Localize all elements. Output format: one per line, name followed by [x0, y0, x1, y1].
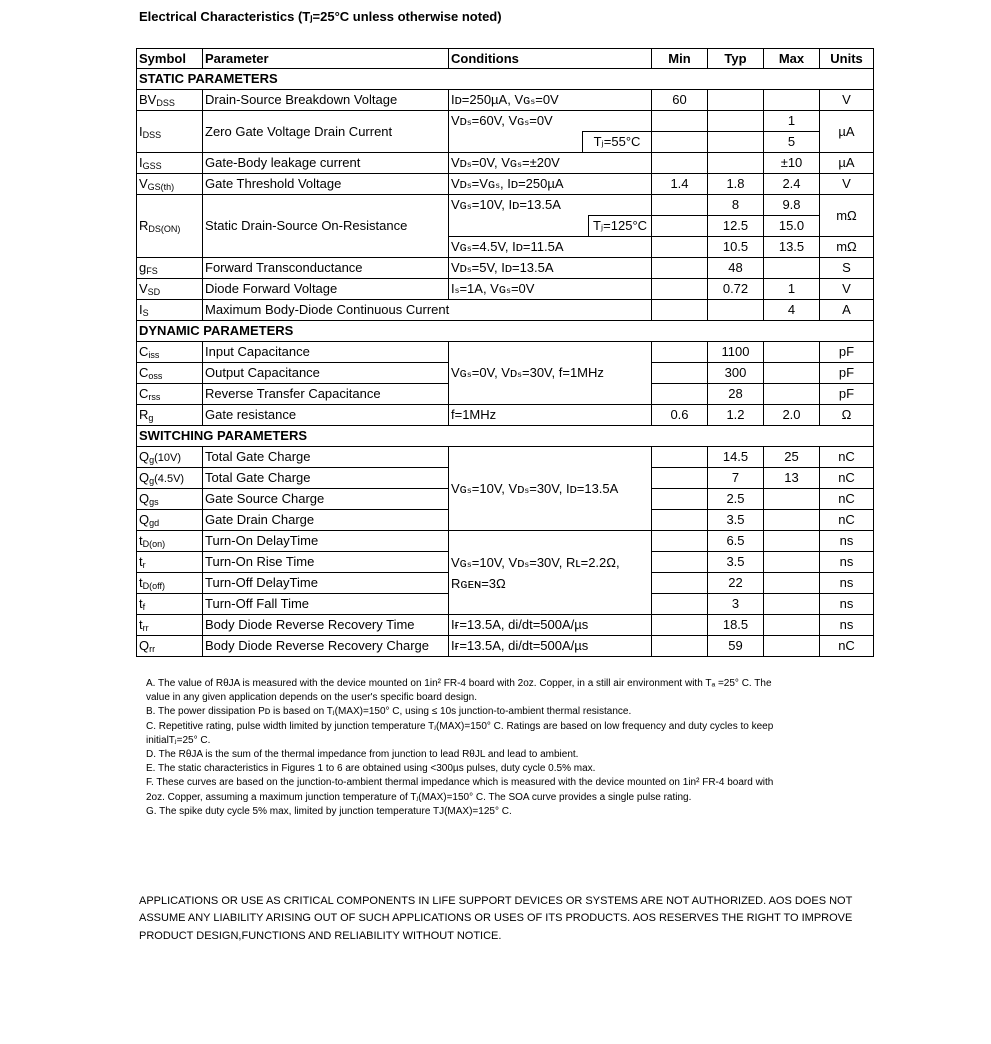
table-row [137, 279, 874, 300]
unit-cell: ns [820, 531, 874, 552]
disclaimer-line1: APPLICATIONS OR USE AS CRITICAL COMPONENTS IN LIFE SUPPORT DEVICES OR SYSTEMS ARE NOT AUTHORIZED. AOS DOES NOT [139, 895, 853, 907]
footnote-f-line1: F. These curves are based on the junction-to-ambient thermal impedance which is measured with the device mounted on 1in² FR-4 board with [146, 777, 774, 789]
table-row [137, 174, 874, 195]
condition-cell: Iғ=13.5A, di/dt=500A/µs [449, 636, 652, 657]
footnote-e: E. The static characteristics in Figures 1 to 6 are obtained using <300µs pulses, duty cycle 0.5% max. [146, 763, 596, 775]
symbol-cell: $Q_g(10V)$ [137, 447, 203, 468]
parameter-cell: Zero Gate Voltage Drain Current [203, 111, 449, 153]
parameter-cell: Body Diode Reverse Recovery Charge [203, 636, 449, 657]
symbol-cell: $C_{oss}$ [137, 363, 203, 384]
max-cell [764, 615, 820, 636]
condition-cell: f=1MHz [449, 405, 652, 426]
footnote-a-line2: value in any given application depends on the user's specific board design. [146, 692, 478, 704]
min-cell [652, 195, 708, 216]
header-symbol: Symbol [137, 49, 203, 69]
symbol-cell: $t_r$ [137, 552, 203, 573]
table-row [137, 405, 874, 426]
table-row [137, 531, 874, 552]
typ-cell: 18.5 [708, 615, 764, 636]
min-cell [652, 111, 708, 132]
symbol-cell: $R_{DS(ON)}$ [137, 195, 203, 258]
typ-cell: 59 [708, 636, 764, 657]
parameter-cell: Total Gate Charge [203, 447, 449, 468]
max-cell [764, 342, 820, 363]
unit-cell: ns [820, 552, 874, 573]
typ-cell: 0.72 [708, 279, 764, 300]
typ-cell: 1100 [708, 342, 764, 363]
typ-cell: 3.5 [708, 552, 764, 573]
min-cell [652, 384, 708, 405]
parameter-cell: Forward Transconductance [203, 258, 449, 279]
switching-condition-line2: Rɢᴇɴ=3Ω [451, 575, 506, 591]
footnote-b: B. The power dissipation Pᴅ is based on Tⱼ(MAX)=150° C, using ≤ 10s junction-to-ambient thermal resistance. [146, 706, 632, 718]
typ-cell: 12.5 [708, 216, 764, 237]
parameter-cell: Drain-Source Breakdown Voltage [203, 90, 449, 111]
parameter-cell: Output Capacitance [203, 363, 449, 384]
header-conditions: Conditions [449, 49, 652, 69]
min-cell [652, 216, 708, 237]
header-min: Min [652, 49, 708, 69]
parameter-cell: Total Gate Charge [203, 468, 449, 489]
table-row [137, 195, 874, 216]
parameter-cell: Gate Source Charge [203, 489, 449, 510]
unit-cell: ns [820, 594, 874, 615]
max-cell [764, 594, 820, 615]
parameter-cell: Gate Threshold Voltage [203, 174, 449, 195]
typ-cell: 300 [708, 363, 764, 384]
table-row [137, 615, 874, 636]
condition-cell: Vᴅₛ=5V, Iᴅ=13.5A [449, 258, 652, 279]
symbol-cell: $Q_{gs}$ [137, 489, 203, 510]
header-max: Max [764, 49, 820, 69]
parameter-cell: Reverse Transfer Capacitance [203, 384, 449, 405]
symbol-cell: $V_{GS(th)}$ [137, 174, 203, 195]
table-row [137, 153, 874, 174]
max-cell: 2.4 [764, 174, 820, 195]
condition-cell: Iᴅ=250µA, Vɢₛ=0V [449, 90, 652, 111]
disclaimer-line3: PRODUCT DESIGN,FUNCTIONS AND RELIABILITY WITHOUT NOTICE. [139, 929, 502, 942]
footnote-c-line1: C. Repetitive rating, pulse width limited by junction temperature Tⱼ(MAX)=150° C. Ratings are based on low frequency and duty cycles to keep [146, 720, 774, 732]
condition-temperature: Tⱼ=55°C [582, 131, 651, 152]
max-cell [764, 384, 820, 405]
table-row [137, 636, 874, 657]
unit-cell: µA [820, 153, 874, 174]
max-cell: 2.0 [764, 405, 820, 426]
symbol-cell: $t_{D(on)}$ [137, 531, 203, 552]
symbol-cell: $C_{rss}$ [137, 384, 203, 405]
parameter-cell: Gate resistance [203, 405, 449, 426]
unit-cell: ns [820, 573, 874, 594]
section-row [137, 426, 874, 447]
condition-text: Vɢₛ=10V, Iᴅ=13.5A [451, 197, 561, 212]
table-row [137, 447, 874, 468]
parameter-cell: Turn-On Rise Time [203, 552, 449, 573]
unit-cell: mΩ [820, 237, 874, 258]
symbol-cell: $t_{rr}$ [137, 615, 203, 636]
min-cell [652, 153, 708, 174]
symbol-cell: $I_{GSS}$ [137, 153, 203, 174]
min-cell [652, 258, 708, 279]
symbol-cell: $Q_{gd}$ [137, 510, 203, 531]
min-cell [652, 447, 708, 468]
symbol-cell: $BV_{DSS}$ [137, 90, 203, 111]
min-cell [652, 531, 708, 552]
parameter-cell: Body Diode Reverse Recovery Time [203, 615, 449, 636]
unit-cell: pF [820, 384, 874, 405]
typ-cell [708, 132, 764, 153]
parameter-cell: Turn-Off Fall Time [203, 594, 449, 615]
typ-cell: 10.5 [708, 237, 764, 258]
max-cell: 1 [764, 279, 820, 300]
unit-cell: pF [820, 363, 874, 384]
max-cell: 25 [764, 447, 820, 468]
unit-cell: Ω [820, 405, 874, 426]
header-parameter: Parameter [203, 49, 449, 69]
unit-cell: ns [820, 615, 874, 636]
typ-cell: 22 [708, 573, 764, 594]
max-cell [764, 90, 820, 111]
max-cell [764, 636, 820, 657]
condition-cell: Vɢₛ=10V, Vᴅₛ=30V, Iᴅ=13.5A [449, 447, 652, 531]
section-title-dynamic: DYNAMIC PARAMETERS [137, 321, 874, 342]
min-cell [652, 363, 708, 384]
min-cell: 60 [652, 90, 708, 111]
unit-cell: nC [820, 447, 874, 468]
max-cell: ±10 [764, 153, 820, 174]
condition-cell [449, 111, 652, 153]
section-title-switching: SWITCHING PARAMETERS [137, 426, 874, 447]
parameter-cell: Diode Forward Voltage [203, 279, 449, 300]
max-cell: 1 [764, 111, 820, 132]
max-cell: 4 [764, 300, 820, 321]
min-cell [652, 468, 708, 489]
unit-cell: V [820, 90, 874, 111]
section-row [137, 69, 874, 90]
parameter-cell: Turn-Off DelayTime [203, 573, 449, 594]
unit-cell: mΩ [820, 195, 874, 237]
parameter-cell: Input Capacitance [203, 342, 449, 363]
symbol-cell: $t_f$ [137, 594, 203, 615]
condition-text: Vᴅₛ=60V, Vɢₛ=0V [451, 113, 553, 128]
parameter-cell: Turn-On DelayTime [203, 531, 449, 552]
typ-cell: 1.2 [708, 405, 764, 426]
unit-cell: V [820, 279, 874, 300]
condition-cell: Vɢₛ=0V, Vᴅₛ=30V, f=1MHz [449, 342, 652, 405]
max-cell [764, 510, 820, 531]
min-cell [652, 489, 708, 510]
typ-cell [708, 90, 764, 111]
min-cell [652, 132, 708, 153]
min-cell [652, 510, 708, 531]
min-cell [652, 594, 708, 615]
typ-cell [708, 111, 764, 132]
min-cell [652, 615, 708, 636]
min-cell: 0.6 [652, 405, 708, 426]
unit-cell: V [820, 174, 874, 195]
symbol-cell: $Q_g(4.5V)$ [137, 468, 203, 489]
condition-cell: Iғ=13.5A, di/dt=500A/µs [449, 615, 652, 636]
parameter-cell: Gate-Body leakage current [203, 153, 449, 174]
parameter-cell: Gate Drain Charge [203, 510, 449, 531]
table-row [137, 90, 874, 111]
unit-cell: nC [820, 636, 874, 657]
min-cell [652, 636, 708, 657]
table-row [137, 111, 874, 132]
typ-cell: 8 [708, 195, 764, 216]
max-cell [764, 552, 820, 573]
footnotes [146, 677, 858, 819]
min-cell [652, 342, 708, 363]
condition-cell: Vᴅₛ=Vɢₛ, Iᴅ=250µA [449, 174, 652, 195]
section-title-static: STATIC PARAMETERS [137, 69, 874, 90]
max-cell [764, 363, 820, 384]
symbol-cell: $I_{DSS}$ [137, 111, 203, 153]
symbol-cell: $t_{D(off)}$ [137, 573, 203, 594]
typ-cell [708, 153, 764, 174]
min-cell [652, 300, 708, 321]
min-cell [652, 237, 708, 258]
unit-cell: S [820, 258, 874, 279]
section-row [137, 321, 874, 342]
unit-cell: nC [820, 489, 874, 510]
min-cell [652, 552, 708, 573]
symbol-cell: $g_{FS}$ [137, 258, 203, 279]
condition-cell [449, 531, 652, 615]
table-header-row [137, 49, 874, 69]
symbol-cell: $V_{SD}$ [137, 279, 203, 300]
footnote-f-line2: 2oz. Copper, assuming a maximum junction temperature of Tⱼ(MAX)=150° C. The SOA curve provides a single pulse rating. [146, 791, 692, 803]
table-row [137, 300, 874, 321]
typ-cell: 28 [708, 384, 764, 405]
table-row [137, 342, 874, 363]
max-cell [764, 489, 820, 510]
typ-cell: 3.5 [708, 510, 764, 531]
max-cell: 13.5 [764, 237, 820, 258]
footnote-a-line1: A. The value of RθJA is measured with the device mounted on 1in² FR-4 board with 2oz. Copper, in a still air environment with Tₐ =25° C. The [146, 678, 772, 689]
min-cell: 1.4 [652, 174, 708, 195]
electrical-characteristics-table [136, 48, 874, 657]
max-cell [764, 531, 820, 552]
unit-cell: pF [820, 342, 874, 363]
symbol-cell: $C_{iss}$ [137, 342, 203, 363]
typ-cell: 1.8 [708, 174, 764, 195]
condition-temperature: Tⱼ=125°C [588, 215, 651, 236]
min-cell [652, 573, 708, 594]
typ-cell: 2.5 [708, 489, 764, 510]
min-cell [652, 279, 708, 300]
symbol-cell: $Q_{rr}$ [137, 636, 203, 657]
symbol-cell: $R_g$ [137, 405, 203, 426]
unit-cell: nC [820, 510, 874, 531]
footnote-c-line2: initialTⱼ=25° C. [146, 734, 211, 746]
parameter-cell: Maximum Body-Diode Continuous Current [203, 300, 652, 321]
typ-cell: 7 [708, 468, 764, 489]
header-units: Units [820, 49, 874, 69]
typ-cell: 14.5 [708, 447, 764, 468]
footnote-g: G. The spike duty cycle 5% max, limited by junction temperature TJ(MAX)=125° C. [146, 805, 512, 817]
symbol-cell: $I_S$ [137, 300, 203, 321]
condition-cell: Vᴅₛ=0V, Vɢₛ=±20V [449, 153, 652, 174]
footnote-d: D. The RθJA is the sum of the thermal impedance from junction to lead RθJL and lead to ambient. [146, 749, 579, 761]
header-typ: Typ [708, 49, 764, 69]
condition-cell: Iₛ=1A, Vɢₛ=0V [449, 279, 652, 300]
typ-cell [708, 300, 764, 321]
table-row [137, 258, 874, 279]
max-cell: 13 [764, 468, 820, 489]
max-cell: 15.0 [764, 216, 820, 237]
unit-cell: A [820, 300, 874, 321]
typ-cell: 6.5 [708, 531, 764, 552]
unit-cell: nC [820, 468, 874, 489]
typ-cell: 3 [708, 594, 764, 615]
max-cell: 5 [764, 132, 820, 153]
max-cell: 9.8 [764, 195, 820, 216]
unit-cell: µA [820, 111, 874, 153]
max-cell [764, 573, 820, 594]
parameter-cell: Static Drain-Source On-Resistance [203, 195, 449, 258]
condition-cell [449, 195, 652, 237]
condition-cell: Vɢₛ=4.5V, Iᴅ=11.5A [449, 237, 652, 258]
max-cell [764, 258, 820, 279]
switching-condition-line1: Vɢₛ=10V, Vᴅₛ=30V, Rʟ=2.2Ω, [451, 554, 620, 570]
disclaimer-line2: ASSUME ANY LIABILITY ARISING OUT OF SUCH APPLICATIONS OR USES OF ITS PRODUCTS. AOS RESERVES THE RIGHT TO IMPROVE [139, 912, 853, 925]
page-title: Electrical Characteristics (Tⱼ=25°C unless otherwise noted) [139, 9, 502, 24]
typ-cell: 48 [708, 258, 764, 279]
disclaimer [139, 893, 869, 945]
